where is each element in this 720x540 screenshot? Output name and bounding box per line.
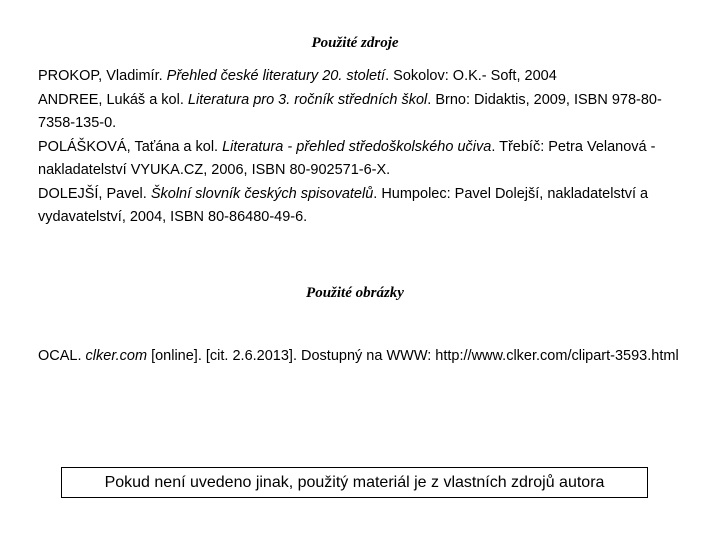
reference-details: [online]. [cit. 2.6.2013]. Dostupný na WWW: http://www.clker.com/clipart-3593.html [147,348,679,364]
reference-author: ANDREE, Lukáš a kol. [38,91,188,108]
images-list [38,345,688,369]
reference-details: . Brno: Didaktis, 2009, ISBN 978-80-7358-135-0. [38,91,662,131]
reference-title: Školní slovník českých spisovatelů [150,185,374,202]
reference-details: . Sokolov: O.K.- Soft, 2004 [385,68,557,84]
authorship-note: Pokud není uvedeno jinak, použitý materiál je z vlastních zdrojů autora [104,473,605,491]
reference-item [38,183,688,230]
reference-details: . Třebíč: Petra Velanová - nakladatelství VYUKA.CZ, 2006, ISBN 80-902571-6-X. [38,138,656,178]
reference-item [38,345,688,369]
reference-title: Literatura - přehled středoškolského učiva [222,138,492,155]
reference-title: Literatura pro 3. ročník středních škol [187,91,428,108]
reference-title: Přehled české literatury 20. století [166,68,386,84]
sources-list [38,65,688,230]
reference-details: . Humpolec: Pavel Dolejší, nakladatelství a vydavatelství, 2004, ISBN 80-86480-49-6. [38,185,649,225]
reference-author: OCAL. [38,348,86,364]
images-heading: Použité obrázky [306,285,404,301]
reference-title: clker.com [85,348,148,364]
reference-author: PROKOP, Vladimír. [38,68,167,84]
reference-item [38,65,688,89]
reference-item [38,89,688,136]
sources-heading: Použité zdroje [311,35,399,51]
authorship-note-box [61,467,648,498]
reference-item [38,136,688,183]
reference-author: POLÁŠKOVÁ, Taťána a kol. [38,138,223,155]
reference-author: DOLEJŠÍ, Pavel. [38,185,151,202]
